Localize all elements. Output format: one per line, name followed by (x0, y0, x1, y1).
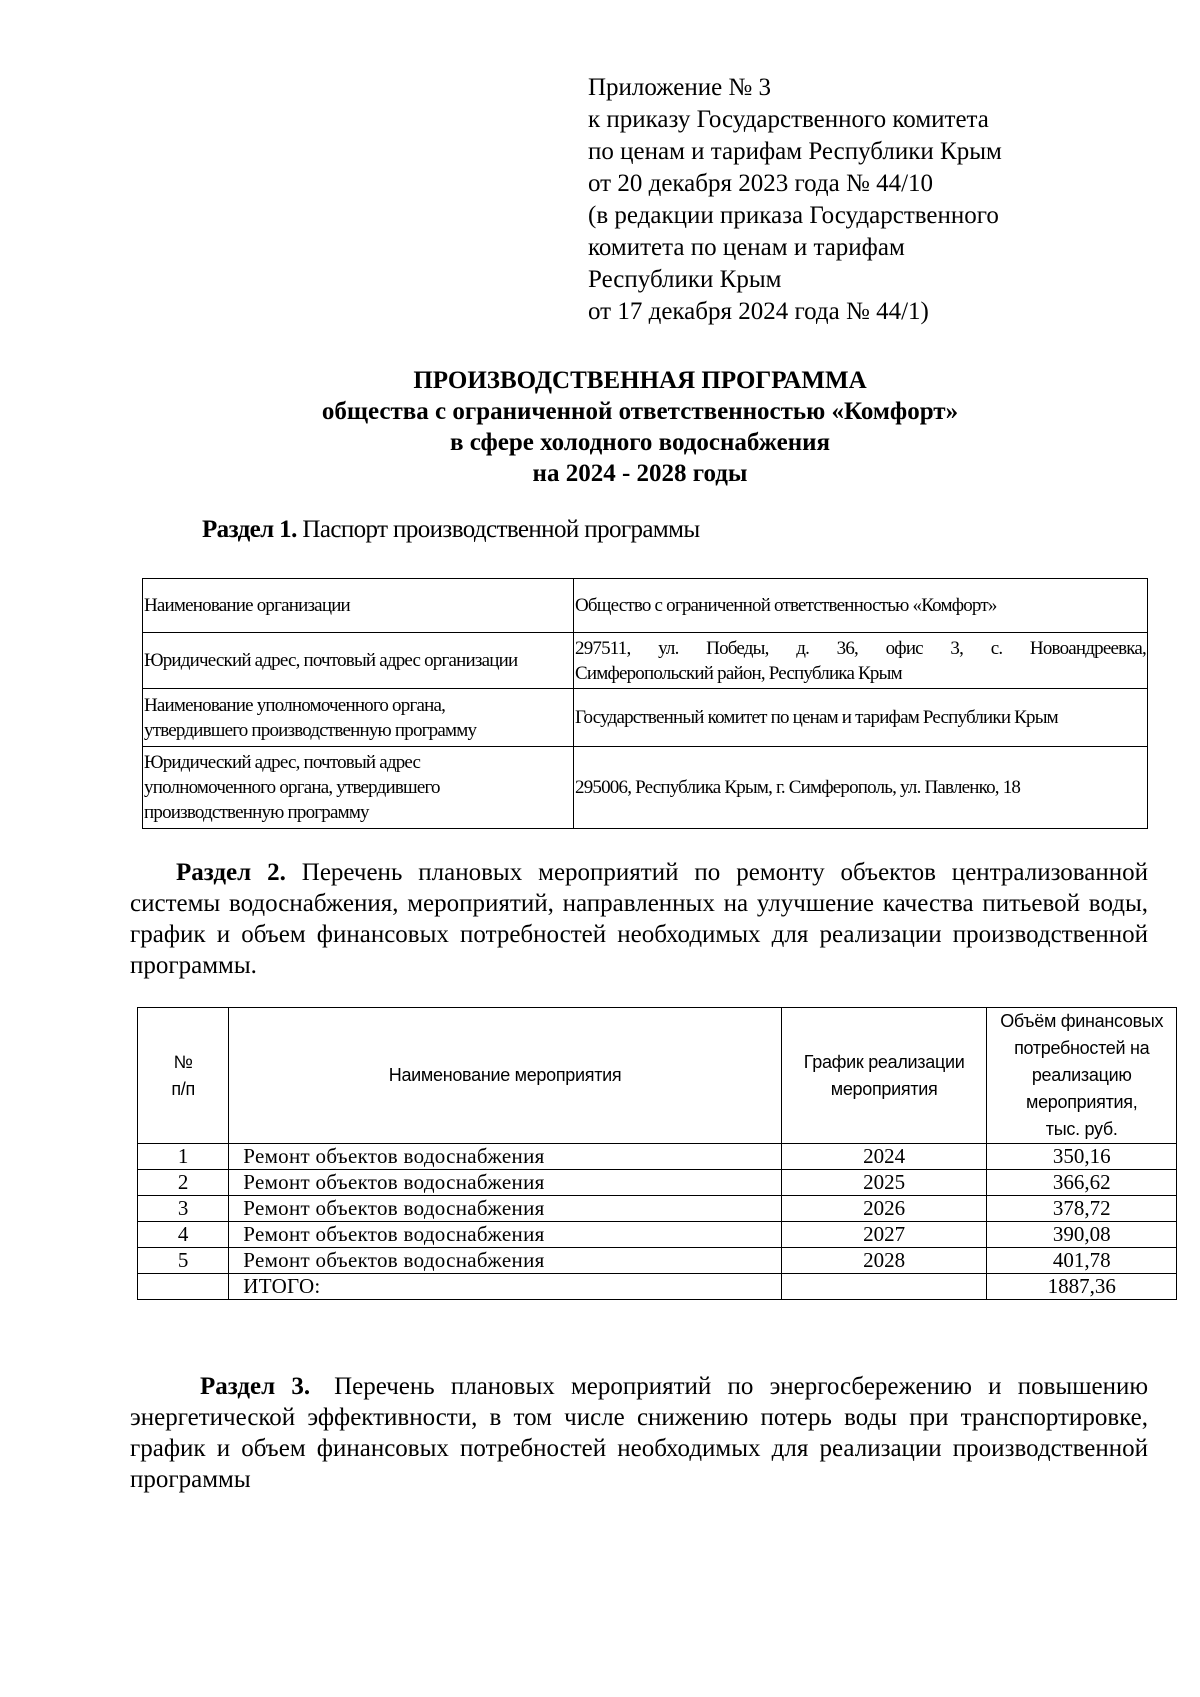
appendix-line: от 17 декабря 2024 года № 44/1) (588, 298, 929, 325)
appendix-line: Республики Крым (588, 266, 782, 293)
section-3-label: Раздел 3. (200, 1373, 311, 1400)
section-1-label: Раздел 1. (202, 516, 297, 543)
header-volume-line: реализацию (1031, 1065, 1132, 1085)
row-name: Ремонт объектов водоснабжения (229, 1196, 782, 1222)
total-label: ИТОГО: (229, 1274, 782, 1300)
passport-label: Юридический адрес, почтовый адрес организации (143, 633, 574, 689)
header-volume-line: Объём финансовых (1000, 1011, 1164, 1031)
section-2-heading (130, 857, 1148, 981)
appendix-line: комитета по ценам и тарифам (588, 234, 905, 261)
header-num-line: п/п (171, 1078, 195, 1099)
header-volume-line: тыс. руб. (1045, 1119, 1118, 1139)
row-num: 5 (138, 1248, 229, 1274)
row-amount: 390,08 (987, 1222, 1177, 1248)
total-num-empty (138, 1274, 229, 1300)
row-name: Ремонт объектов водоснабжения (229, 1222, 782, 1248)
passport-label-line: уполномоченного органа, утвердившего (144, 777, 440, 798)
row-num: 2 (138, 1170, 229, 1196)
table-row (138, 1196, 1177, 1222)
row-num: 3 (138, 1196, 229, 1222)
appendix-line: по ценам и тарифам Республики Крым (588, 138, 1002, 165)
row-year: 2025 (781, 1170, 987, 1196)
row-year: 2027 (781, 1222, 987, 1248)
passport-value: 295006, Республика Крым, г. Симферополь, ул. Павленко, 18 (574, 747, 1148, 829)
row-amount: 401,78 (987, 1248, 1177, 1274)
section-2-label: Раздел 2. (176, 859, 286, 886)
passport-label-line: производственную программу (144, 802, 369, 823)
header-volume-line: потребностей на (1014, 1038, 1150, 1058)
total-year-empty (781, 1274, 987, 1300)
total-amount: 1887,36 (987, 1274, 1177, 1300)
row-num: 4 (138, 1222, 229, 1248)
passport-value (574, 633, 1148, 689)
passport-row (143, 579, 1148, 633)
title-line-3: в сфере холодного водоснабжения (449, 429, 831, 456)
events-table (137, 1007, 1177, 1300)
passport-value-line: Симферопольский район, Республика Крым (575, 662, 902, 684)
section-1-heading (202, 515, 700, 545)
header-num (138, 1008, 229, 1144)
header-volume-line: мероприятия, (1026, 1092, 1138, 1112)
row-name: Ремонт объектов водоснабжения (229, 1144, 782, 1170)
passport-label (143, 689, 574, 747)
appendix-line: (в редакции приказа Государственного (588, 202, 999, 229)
total-row (138, 1274, 1177, 1300)
passport-label (143, 747, 574, 829)
passport-label: Наименование организации (143, 579, 574, 633)
section-3-text: Перечень плановых мероприятий по энергосбережению и повышению энергетической эффективности, в том числе снижению потерь воды при транспортировке, график и объем финансовых потребностей необходимых для реализации производственной программы (130, 1373, 1148, 1493)
row-name: Ремонт объектов водоснабжения (229, 1248, 782, 1274)
table-row (138, 1248, 1177, 1274)
title-line-2: общества с ограниченной ответственностью «Комфорт» (321, 398, 959, 425)
header-schedule (781, 1008, 987, 1144)
section-3-heading (130, 1371, 1148, 1495)
passport-label-line: Юридический адрес, почтовый адрес (144, 752, 421, 773)
passport-value-line: 297511, ул. Победы, д. 36, офис 3, с. Новоандреевка, (575, 637, 1146, 659)
header-num-line: № (173, 1051, 193, 1072)
passport-table (142, 578, 1148, 829)
row-amount: 350,16 (987, 1144, 1177, 1170)
passport-value: Государственный комитет по ценам и тарифам Республики Крым (574, 689, 1148, 747)
table-row (138, 1170, 1177, 1196)
appendix-header (588, 72, 1148, 328)
row-year: 2026 (781, 1196, 987, 1222)
document-title (130, 365, 1150, 489)
header-schedule-line: График реализации (803, 1051, 965, 1072)
row-name: Ремонт объектов водоснабжения (229, 1170, 782, 1196)
header-schedule-line: мероприятия (830, 1078, 938, 1099)
title-line-1: ПРОИЗВОДСТВЕННАЯ ПРОГРАММА (413, 367, 867, 394)
section-2-text: Перечень плановых мероприятий по ремонту объектов централизованной системы водоснабжения, мероприятий, направленных на улучшение качества питьевой воды, график и объем финансовых потребностей необходимых для реализации производственной программы. (130, 859, 1149, 979)
events-header-row (138, 1008, 1177, 1144)
passport-row (143, 747, 1148, 829)
appendix-line: Приложение № 3 (588, 74, 772, 101)
row-amount: 366,62 (987, 1170, 1177, 1196)
passport-label-line: утвердившего производственную программу (144, 719, 477, 741)
table-row (138, 1222, 1177, 1248)
header-name: Наименование мероприятия (229, 1008, 782, 1144)
title-line-4: на 2024 - 2028 годы (532, 460, 748, 487)
passport-value: Общество с ограниченной ответственностью «Комфорт» (574, 579, 1148, 633)
table-row (138, 1144, 1177, 1170)
passport-label-line: Наименование уполномоченного органа, (144, 694, 446, 716)
row-year: 2028 (781, 1248, 987, 1274)
passport-row (143, 633, 1148, 689)
row-year: 2024 (781, 1144, 987, 1170)
appendix-line: от 20 декабря 2023 года № 44/10 (588, 170, 934, 197)
row-num: 1 (138, 1144, 229, 1170)
appendix-line: к приказу Государственного комитета (588, 106, 989, 133)
header-volume (987, 1008, 1177, 1144)
passport-row (143, 689, 1148, 747)
row-amount: 378,72 (987, 1196, 1177, 1222)
section-1-text: Паспорт производственной программы (302, 516, 700, 543)
